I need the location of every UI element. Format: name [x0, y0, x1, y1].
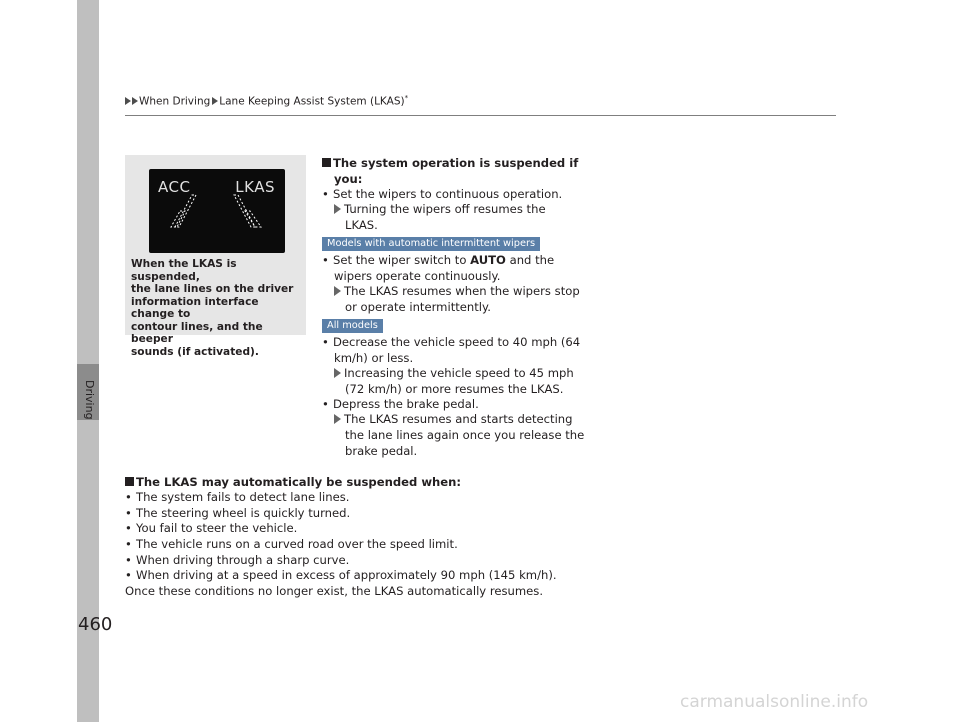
list-item-text: Decrease the vehicle speed to 40 mph (64: [333, 335, 581, 349]
sub-item-text: The LKAS resumes when the wipers stop: [344, 284, 580, 298]
list-item-line2: wipers operate continuously.: [334, 269, 501, 283]
bullet-icon: •: [125, 537, 132, 551]
sub-item-line2: the lane lines again once you release the: [345, 428, 585, 442]
breadcrumb-level2: Lane Keeping Assist System (LKAS): [219, 95, 405, 108]
section2-heading-text: The LKAS may automatically be suspended when:: [136, 475, 462, 489]
list-item: [125, 489, 349, 505]
list-item: [125, 536, 458, 552]
list-item-text: Depress the brake pedal.: [333, 397, 479, 411]
list-item-text: The vehicle runs on a curved road over the speed limit.: [136, 537, 458, 551]
side-tab-label: Driving: [83, 380, 96, 420]
caption-line: the lane lines on the driver: [131, 283, 294, 295]
breadcrumb-arrow-icon: [132, 97, 138, 105]
sub-item-text: The LKAS resumes and starts detecting: [344, 412, 573, 426]
auto-keyword: AUTO: [470, 253, 506, 267]
breadcrumb-arrow-icon: [212, 97, 218, 105]
info-caption: [131, 258, 303, 358]
list-item-text: The system fails to detect lane lines.: [136, 490, 350, 504]
watermark: carmanualsonline.info: [680, 692, 869, 712]
caption-line: information interface change to: [131, 295, 259, 320]
list-item: [322, 252, 554, 268]
bullet-icon: •: [125, 553, 132, 567]
list-item: [322, 186, 562, 202]
list-item: [125, 552, 349, 568]
bullet-icon: •: [322, 335, 329, 349]
model-tag: Models with automatic intermittent wipers: [322, 237, 540, 251]
bullet-icon: •: [125, 506, 132, 520]
arrow-icon: [334, 368, 341, 378]
arrow-icon: [334, 414, 341, 424]
arrow-icon: [334, 204, 341, 214]
list-item-line2: km/h) or less.: [334, 351, 414, 365]
caption-line: sounds (if activated).: [131, 345, 259, 358]
header-rule: [125, 115, 836, 116]
sub-item-text: Turning the wipers off resumes the: [344, 202, 546, 216]
breadcrumb: [125, 94, 408, 108]
breadcrumb-marker: *: [404, 94, 409, 102]
section2-heading: [125, 474, 461, 490]
lkas-display-image: [149, 169, 285, 253]
heading-square-icon: [322, 158, 331, 167]
bullet-icon: •: [322, 187, 329, 201]
list-item: [322, 396, 479, 412]
sub-item-text: Increasing the vehicle speed to 45 mph: [344, 366, 574, 380]
list-item-text: When driving through a sharp curve.: [136, 553, 350, 567]
list-item: [125, 520, 297, 536]
breadcrumb-level1: When Driving: [139, 95, 211, 108]
lkas-label: LKAS: [235, 178, 275, 196]
list-item: [322, 334, 580, 350]
section1-heading-line2: you:: [334, 172, 363, 186]
model-tag: All models: [322, 319, 383, 333]
sub-item: [334, 365, 574, 381]
sub-item-line3: brake pedal.: [345, 444, 418, 458]
contour-lane-lines-icon: [149, 169, 285, 253]
caption-line: contour lines, and the beeper: [131, 320, 263, 345]
sub-item: [334, 411, 573, 427]
list-item-text: and the: [505, 253, 555, 267]
sub-item: [334, 283, 580, 299]
heading-square-icon: [125, 477, 134, 486]
list-item: [125, 505, 350, 521]
arrow-icon: [334, 286, 341, 296]
breadcrumb-arrow-icon: [125, 97, 131, 105]
sub-item: [334, 201, 546, 217]
closing-text: Once these conditions no longer exist, the LKAS automatically resumes.: [125, 584, 544, 598]
sub-item-line2: LKAS.: [345, 218, 378, 232]
bullet-icon: •: [322, 253, 329, 267]
caption-line: When the LKAS is suspended,: [131, 258, 237, 283]
page-number: 460: [78, 614, 113, 635]
acc-label: ACC: [158, 178, 191, 196]
list-item-text: Set the wipers to continuous operation.: [333, 187, 563, 201]
list-item-text: Set the wiper switch to: [333, 253, 471, 267]
section1-heading: [322, 155, 578, 171]
sub-item-line2: (72 km/h) or more resumes the LKAS.: [345, 382, 564, 396]
bullet-icon: •: [125, 568, 132, 582]
bullet-icon: •: [125, 490, 132, 504]
list-item: [125, 567, 557, 583]
bullet-icon: •: [125, 521, 132, 535]
list-item-text: You fail to steer the vehicle.: [136, 521, 298, 535]
sub-item-line2: or operate intermittently.: [345, 300, 491, 314]
list-item-text: The steering wheel is quickly turned.: [136, 506, 351, 520]
list-item-text: When driving at a speed in excess of approximately 90 mph (145 km/h).: [136, 568, 557, 582]
bullet-icon: •: [322, 397, 329, 411]
section1-heading-line1: The system operation is suspended if: [333, 156, 579, 170]
